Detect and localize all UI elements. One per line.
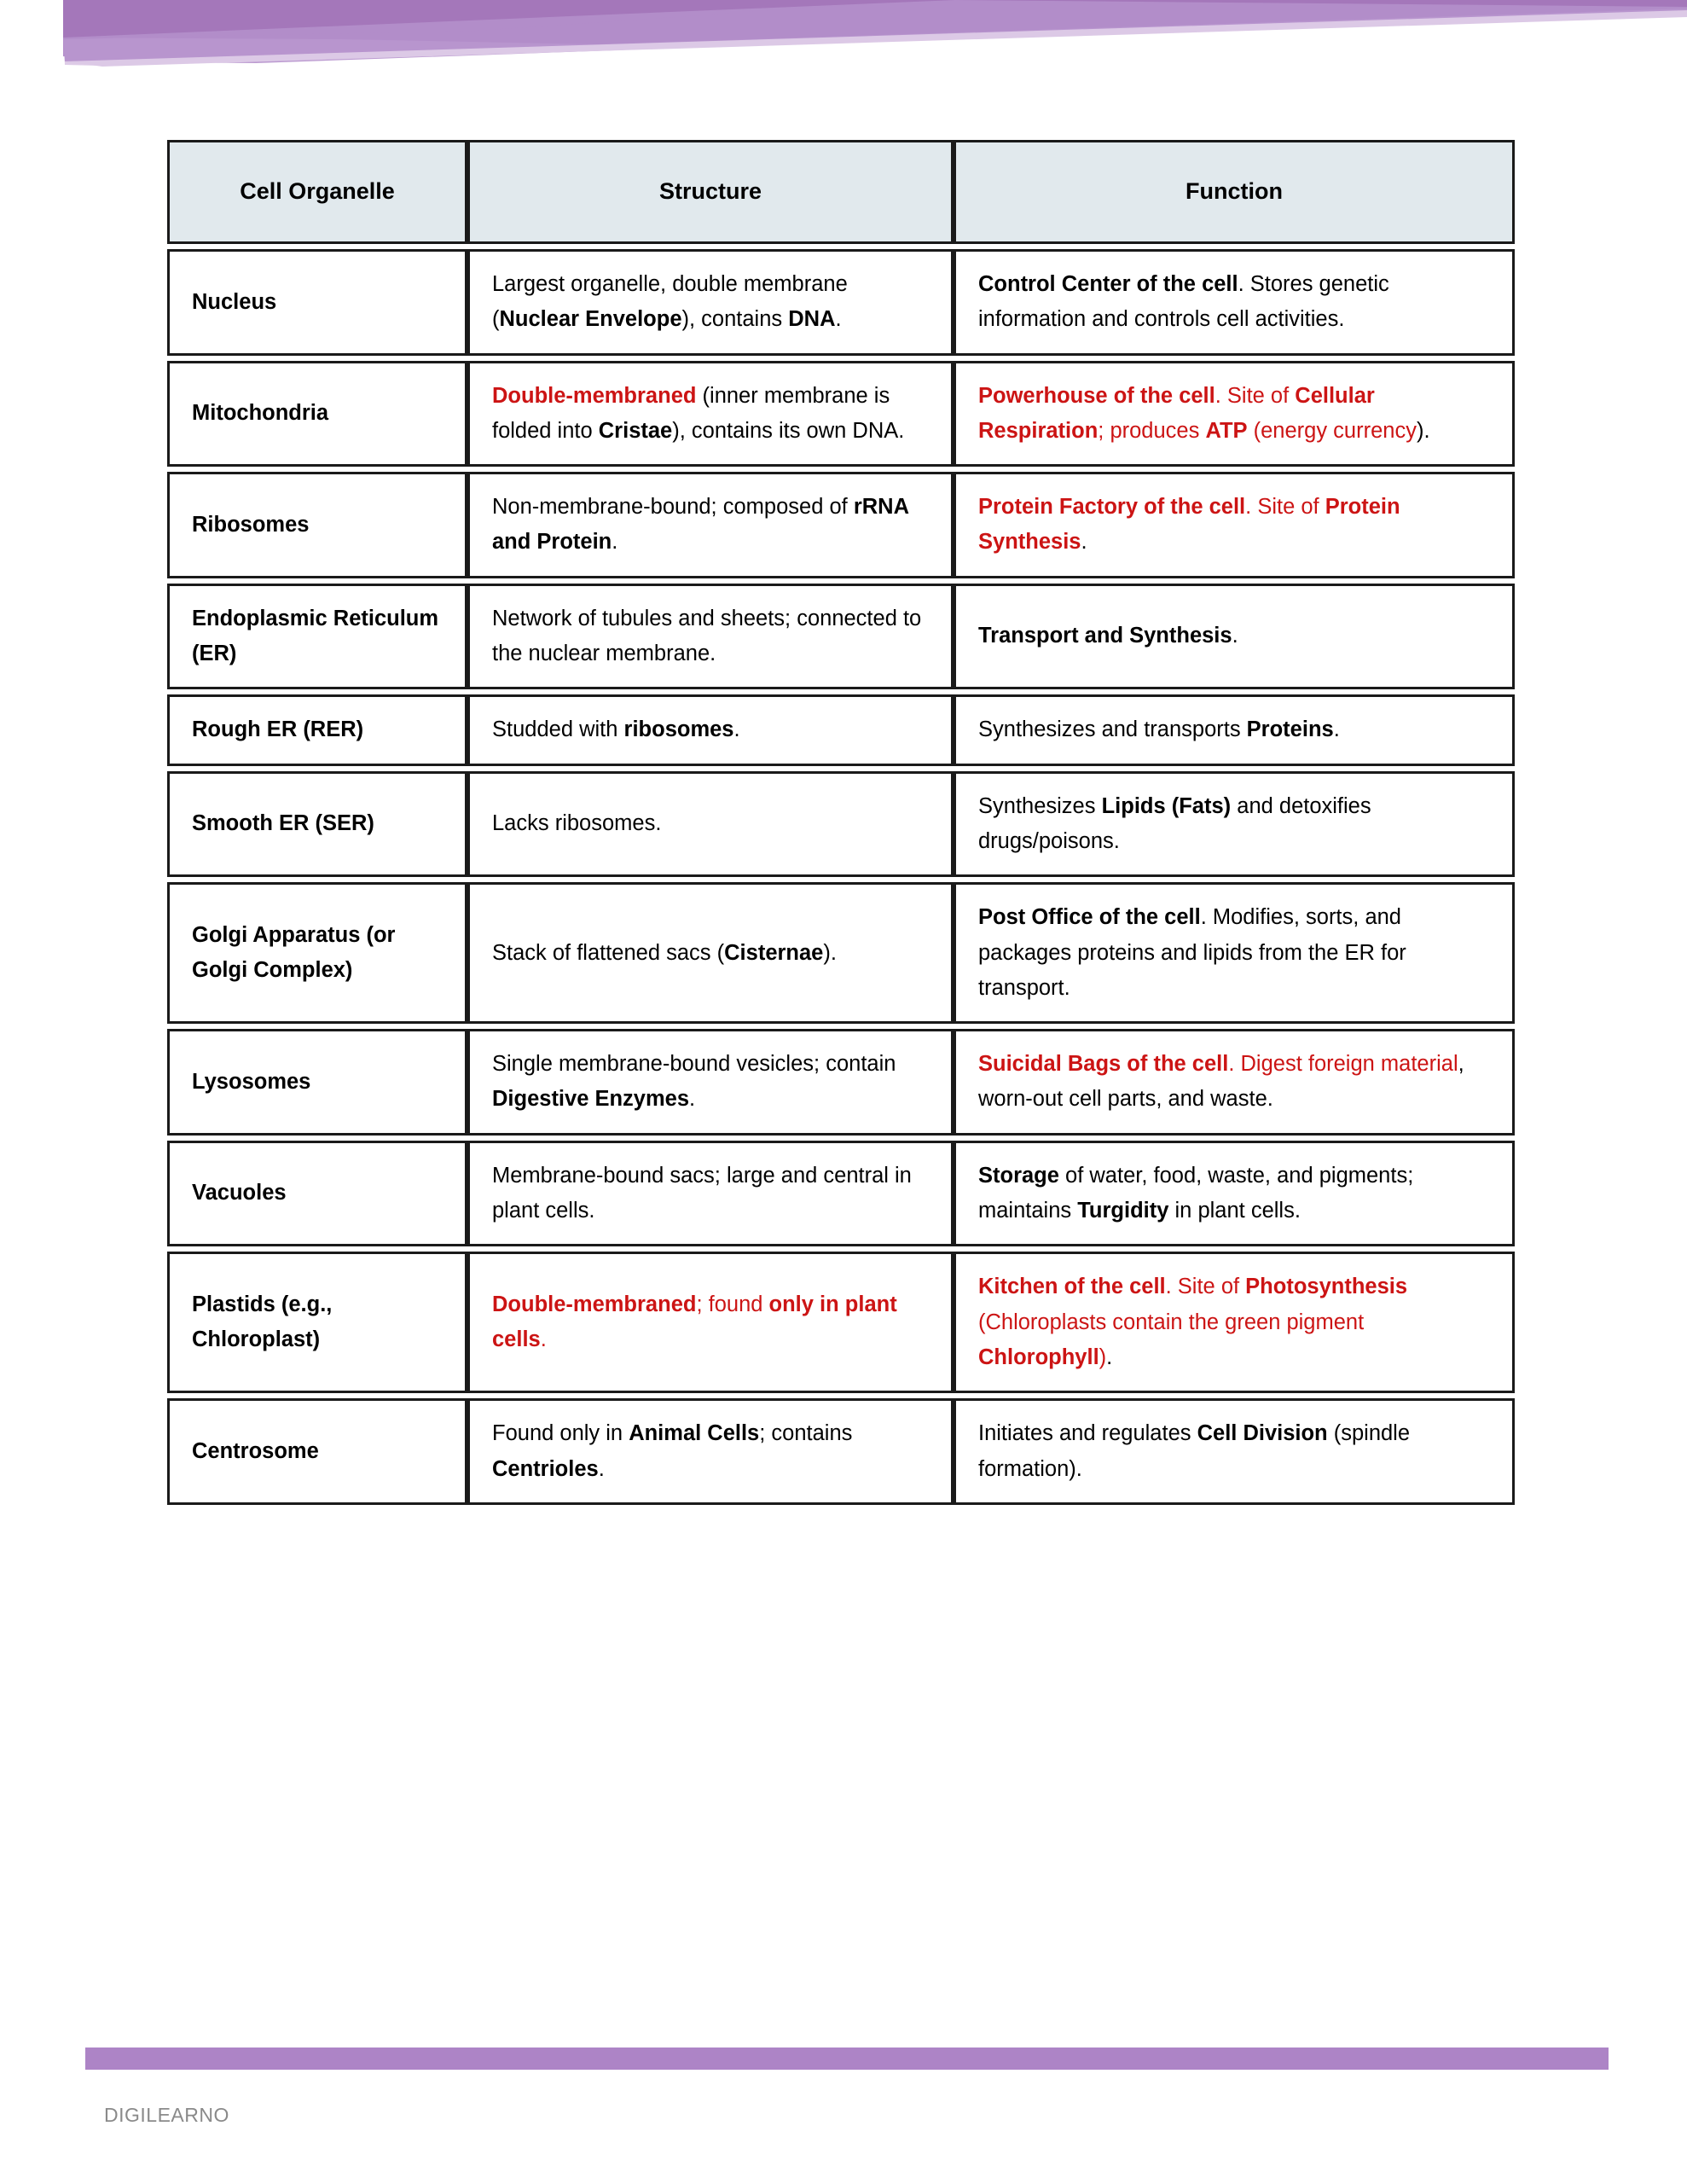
text-run: Vacuoles	[192, 1181, 287, 1205]
table-row	[167, 472, 1515, 578]
text-run: Golgi Apparatus	[192, 922, 361, 947]
text-run: Post Office of the cell	[978, 905, 1201, 930]
cell-function-description	[954, 1252, 1515, 1393]
cell-structure-description	[467, 249, 954, 356]
cell-structure-description	[467, 1252, 954, 1393]
text-run: ; contains	[759, 1421, 853, 1446]
cell-organelle-name	[167, 249, 467, 356]
column-header-cell-organelle: Cell Organelle	[167, 140, 467, 244]
text-run: in plant cells.	[1168, 1199, 1301, 1223]
text-run: of water, food, waste, and pigments; maintains	[978, 1163, 1414, 1223]
text-run: .	[540, 1327, 547, 1352]
text-run: Endoplasmic Reticulum (ER)	[192, 606, 439, 666]
cell-structure-description	[467, 1398, 954, 1505]
text-run: (spindle formation).	[978, 1421, 1411, 1481]
cell-function-description	[954, 882, 1515, 1024]
text-run: Largest organelle, double membrane (	[492, 272, 848, 332]
table-row	[167, 1252, 1515, 1393]
text-run: .	[733, 717, 740, 742]
text-run: . Site of	[1245, 495, 1325, 520]
text-run: Double-membraned	[492, 383, 697, 408]
text-run: Suicidal Bags of the cell	[978, 1052, 1229, 1077]
text-run: Protein Synthesis	[978, 495, 1400, 555]
text-run: Cristae	[598, 418, 673, 443]
text-run: ), contains	[681, 307, 789, 332]
table-row	[167, 1141, 1515, 1247]
table-row	[167, 1029, 1515, 1136]
cell-structure-description	[467, 361, 954, 468]
text-run: . Modifies, sorts, and packages proteins and lipids from the ER for transport.	[978, 905, 1406, 1000]
text-run: , worn-out cell parts, and waste.	[978, 1052, 1464, 1112]
text-run: . Digest foreign material	[1228, 1052, 1458, 1077]
text-run: Digestive Enzymes	[492, 1087, 690, 1112]
text-run: Kitchen of the cell	[978, 1275, 1166, 1299]
text-run: ; produces	[1098, 418, 1206, 443]
text-run: Ribosomes	[192, 512, 310, 537]
cell-organelle-name	[167, 1252, 467, 1393]
cell-structure-description	[467, 882, 954, 1024]
cell-organelle-name	[167, 1141, 467, 1247]
text-run: . Site of	[1165, 1275, 1246, 1299]
table-header-row	[167, 140, 1515, 244]
text-run: Protein Factory of the cell	[978, 495, 1246, 520]
cell-organelle-name	[167, 584, 467, 690]
text-run: Centrosome	[192, 1438, 319, 1463]
text-run: . Stores genetic information and controls cell activities.	[978, 272, 1389, 332]
purple-wave-graphic	[0, 0, 1687, 136]
text-run: .	[689, 1087, 696, 1112]
text-run: ).	[1416, 418, 1430, 443]
text-run: Non-membrane-bound; composed of	[492, 495, 854, 520]
text-run: Turgidity	[1077, 1199, 1169, 1223]
text-run: ATP	[1205, 418, 1248, 443]
cell-function-description	[954, 472, 1515, 578]
text-run: Plastids	[192, 1292, 275, 1316]
text-run: .	[612, 530, 618, 555]
text-run: Cellular Respiration	[978, 383, 1375, 443]
text-run: .	[1081, 530, 1087, 555]
text-run: Initiates and regulates	[978, 1421, 1197, 1446]
text-run: Synthesizes	[978, 793, 1102, 818]
cell-function-description	[954, 249, 1515, 356]
text-run: Storage	[978, 1163, 1059, 1188]
text-run: Lipids (Fats)	[1101, 793, 1232, 818]
cell-organelle-name	[167, 1029, 467, 1136]
text-run: .	[1333, 717, 1340, 742]
text-run: DNA	[788, 307, 836, 332]
table-body	[167, 249, 1515, 1505]
text-run: Studded with	[492, 717, 624, 742]
text-run: Powerhouse of the cell	[978, 383, 1215, 408]
text-run: and detoxifies drugs/poisons.	[978, 793, 1371, 853]
table-row	[167, 882, 1515, 1024]
text-run: . Site of	[1215, 383, 1296, 408]
cell-function-description	[954, 1398, 1515, 1505]
column-header-structure: Structure	[467, 140, 954, 244]
text-run: .	[1106, 1345, 1113, 1369]
text-run: Centrioles	[492, 1456, 599, 1481]
text-run: Mitochondria	[192, 401, 329, 426]
cell-organelle-name	[167, 361, 467, 468]
text-run: only in plant cells	[492, 1292, 897, 1352]
text-run: .	[1232, 624, 1238, 648]
text-run: Transport and Synthesis	[978, 624, 1232, 648]
organelle-table	[167, 135, 1515, 1510]
text-run: .	[835, 307, 842, 332]
text-run: rRNA and Protein	[492, 495, 909, 555]
cell-organelle-name	[167, 472, 467, 578]
text-run: Chlorophyll	[978, 1345, 1099, 1369]
footer-brand-label: DIGILEARNO	[104, 2104, 229, 2126]
cell-structure-description	[467, 584, 954, 690]
text-run: Double-membraned	[492, 1292, 697, 1316]
text-run: Cell Division	[1197, 1421, 1328, 1446]
cell-organelle-name	[167, 1398, 467, 1505]
cell-structure-description	[467, 1141, 954, 1247]
cell-structure-description	[467, 1029, 954, 1136]
footer-accent-bar	[85, 2048, 1609, 2070]
text-run: Lacks ribosomes.	[492, 811, 662, 836]
organelle-table-container	[167, 135, 1515, 1510]
text-run: ).	[823, 940, 837, 965]
table-row	[167, 694, 1515, 765]
cell-function-description	[954, 1141, 1515, 1247]
cell-function-description	[954, 694, 1515, 765]
table-row	[167, 1398, 1515, 1505]
text-run: (inner membrane is folded into	[492, 383, 890, 443]
cell-organelle-name	[167, 882, 467, 1024]
text-run: )	[1099, 1345, 1107, 1369]
text-run: (e.g., Chloroplast)	[192, 1292, 333, 1352]
text-run: ; found	[696, 1292, 769, 1316]
text-run: (Chloroplasts contain the green pigment	[978, 1310, 1365, 1334]
table-header	[167, 140, 1515, 244]
cell-organelle-name	[167, 771, 467, 878]
table-row	[167, 249, 1515, 356]
cell-function-description	[954, 361, 1515, 468]
table-row	[167, 584, 1515, 690]
text-run: Synthesizes and transports	[978, 717, 1247, 742]
text-run: Rough ER (RER)	[192, 717, 364, 742]
text-run: Control Center of the cell	[978, 272, 1238, 296]
text-run: (or Golgi Complex)	[192, 922, 396, 983]
text-run: ribosomes	[623, 717, 734, 742]
text-run: Membrane-bound sacs; large and central in plant cells.	[492, 1163, 912, 1223]
cell-function-description	[954, 584, 1515, 690]
table-row	[167, 771, 1515, 878]
cell-structure-description	[467, 694, 954, 765]
text-run: Proteins	[1246, 717, 1334, 742]
text-run: Stack of flattened sacs (	[492, 940, 725, 965]
text-run: Photosynthesis	[1245, 1275, 1408, 1299]
text-run: Single membrane-bound vesicles; contain	[492, 1052, 896, 1077]
table-row	[167, 361, 1515, 468]
cell-function-description	[954, 771, 1515, 878]
text-run: Cisternae	[724, 940, 824, 965]
cell-organelle-name	[167, 694, 467, 765]
cell-structure-description	[467, 472, 954, 578]
cell-structure-description	[467, 771, 954, 878]
text-run: (energy currency	[1247, 418, 1417, 443]
text-run: Lysosomes	[192, 1069, 311, 1094]
text-run: Nucleus	[192, 289, 277, 314]
column-header-function: Function	[954, 140, 1515, 244]
text-run: Network of tubules and sheets; connected to the nuclear membrane.	[492, 606, 922, 666]
text-run: Animal Cells	[629, 1421, 760, 1446]
text-run: .	[598, 1456, 605, 1481]
text-run: ), contains its own DNA.	[672, 418, 905, 443]
header-decoration-banner	[0, 0, 1687, 136]
text-run: Found only in	[492, 1421, 629, 1446]
text-run: Nuclear Envelope	[499, 307, 682, 332]
text-run: Smooth ER (SER)	[192, 811, 374, 836]
cell-function-description	[954, 1029, 1515, 1136]
